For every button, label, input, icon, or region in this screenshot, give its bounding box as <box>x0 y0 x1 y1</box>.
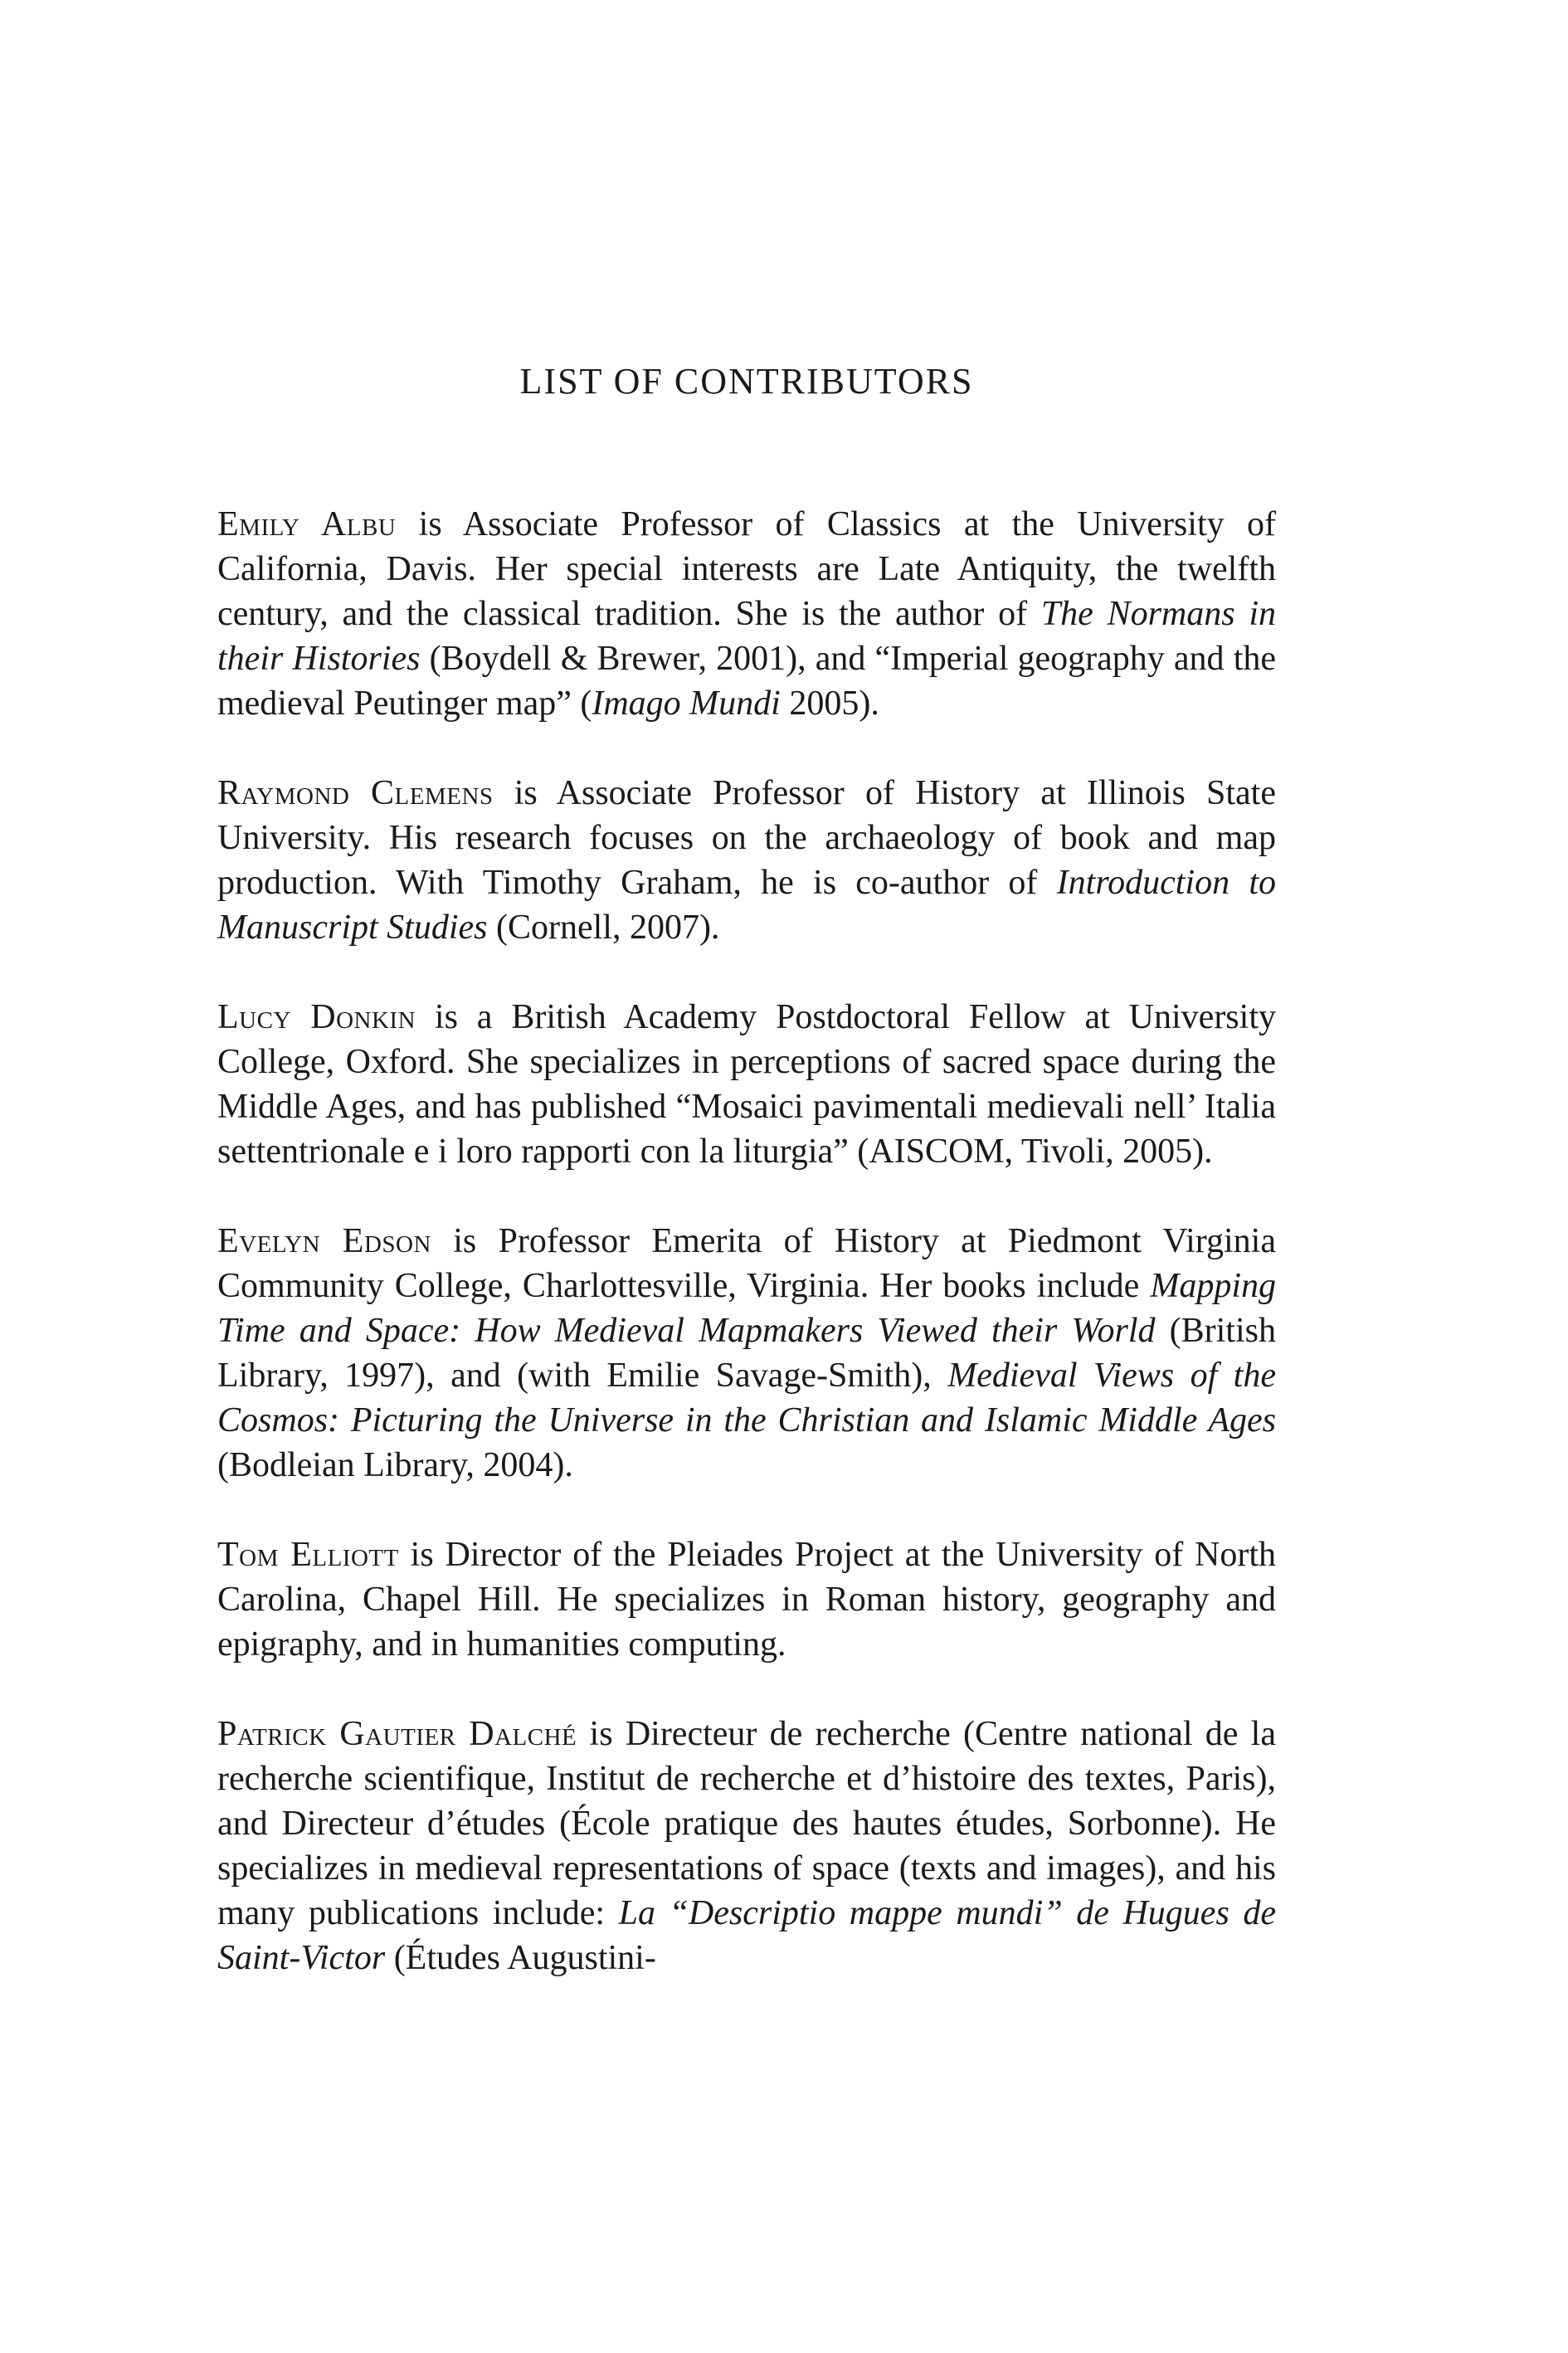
book-title: Medieval Views of the Cosmos: Picturing the Universe in the Christian and Islamic Middle Ages <box>217 1356 1276 1440</box>
contributor-entry <box>217 502 1276 726</box>
page-title: LIST OF CONTRIBUTORS <box>519 361 974 402</box>
contributor-entry <box>217 771 1276 950</box>
contributor-name: Lucy Donkin <box>217 997 416 1036</box>
entry-text: is Associate Professor of History at Illinois State University. His research focuses on the archaeology of book and map production. With Timothy Graham, he is co-author of <box>217 773 1276 902</box>
contributor-entry <box>217 1532 1276 1667</box>
contributor-name: Emily Albu <box>217 504 397 543</box>
contributor-entry <box>217 1712 1276 1980</box>
entry-text: (Boydell & Brewer, 2001), and “Imperial geography and the medieval Peutinger map” ( <box>217 639 1277 723</box>
contributor-name: Evelyn Edson <box>217 1221 431 1260</box>
entry-text: is a British Academy Postdoctoral Fellow at University College, Oxford. She specializes in perceptions of sacred space during the Middle Ages, and has published “Mosaici pavimentali medievali nell’ Italia settentrionale e i loro rapporti con la liturgia” (AISCOM, Tivoli, 2005). <box>217 997 1276 1171</box>
journal-title: Imago Mundi <box>592 684 781 723</box>
contributor-entry <box>217 995 1276 1174</box>
contributor-list <box>217 502 1276 1980</box>
document-page <box>217 332 1276 1980</box>
entry-text: (Cornell, 2007). <box>487 908 720 947</box>
book-title: Introduction to Manuscript Studies <box>217 863 1276 947</box>
book-title: The Normans in their Histories <box>217 594 1277 678</box>
contributor-name: Tom Elliott <box>217 1535 399 1574</box>
entry-text: (British Library, 1997), and (with Emilie Savage-Smith), <box>217 1311 1276 1395</box>
contributor-name: Raymond Clemens <box>217 773 494 812</box>
entry-text: is Associate Professor of Classics at the University of California, Davis. Her special interests are Late Antiquity, the twelfth century, and the classical tradition. She is the author of <box>217 504 1276 633</box>
entry-text: is Professor Emerita of History at Piedmont Virginia Community College, Charlottesville, Virginia. Her books include <box>217 1221 1276 1305</box>
entry-text: 2005). <box>780 684 879 723</box>
entry-text: (Bodleian Library, 2004). <box>217 1445 573 1484</box>
contributor-name: Patrick Gautier Dalché <box>217 1714 577 1753</box>
entry-text: is Directeur de recherche (Centre national de la recherche scientifique, Institut de recherche et d’histoire des textes, Paris), and Directeur d’études (École pratique des hautes études, Sorbonne). He specializes in medieval representations of space (texts and images), and his many publications include: <box>217 1714 1276 1932</box>
entry-text: is Director of the Pleiades Project at the University of North Carolina, Chapel Hill. He specializes in Roman history, geography and epigraphy, and in humanities computing. <box>217 1535 1276 1664</box>
book-title: La “Descriptio mappe mundi” de Hugues de Saint-Victor <box>217 1893 1277 1977</box>
entry-text: (Études Augustini- <box>385 1938 656 1977</box>
contributor-entry <box>217 1219 1276 1488</box>
book-title: Mapping Time and Space: How Medieval Mapmakers Viewed their World <box>217 1266 1276 1350</box>
